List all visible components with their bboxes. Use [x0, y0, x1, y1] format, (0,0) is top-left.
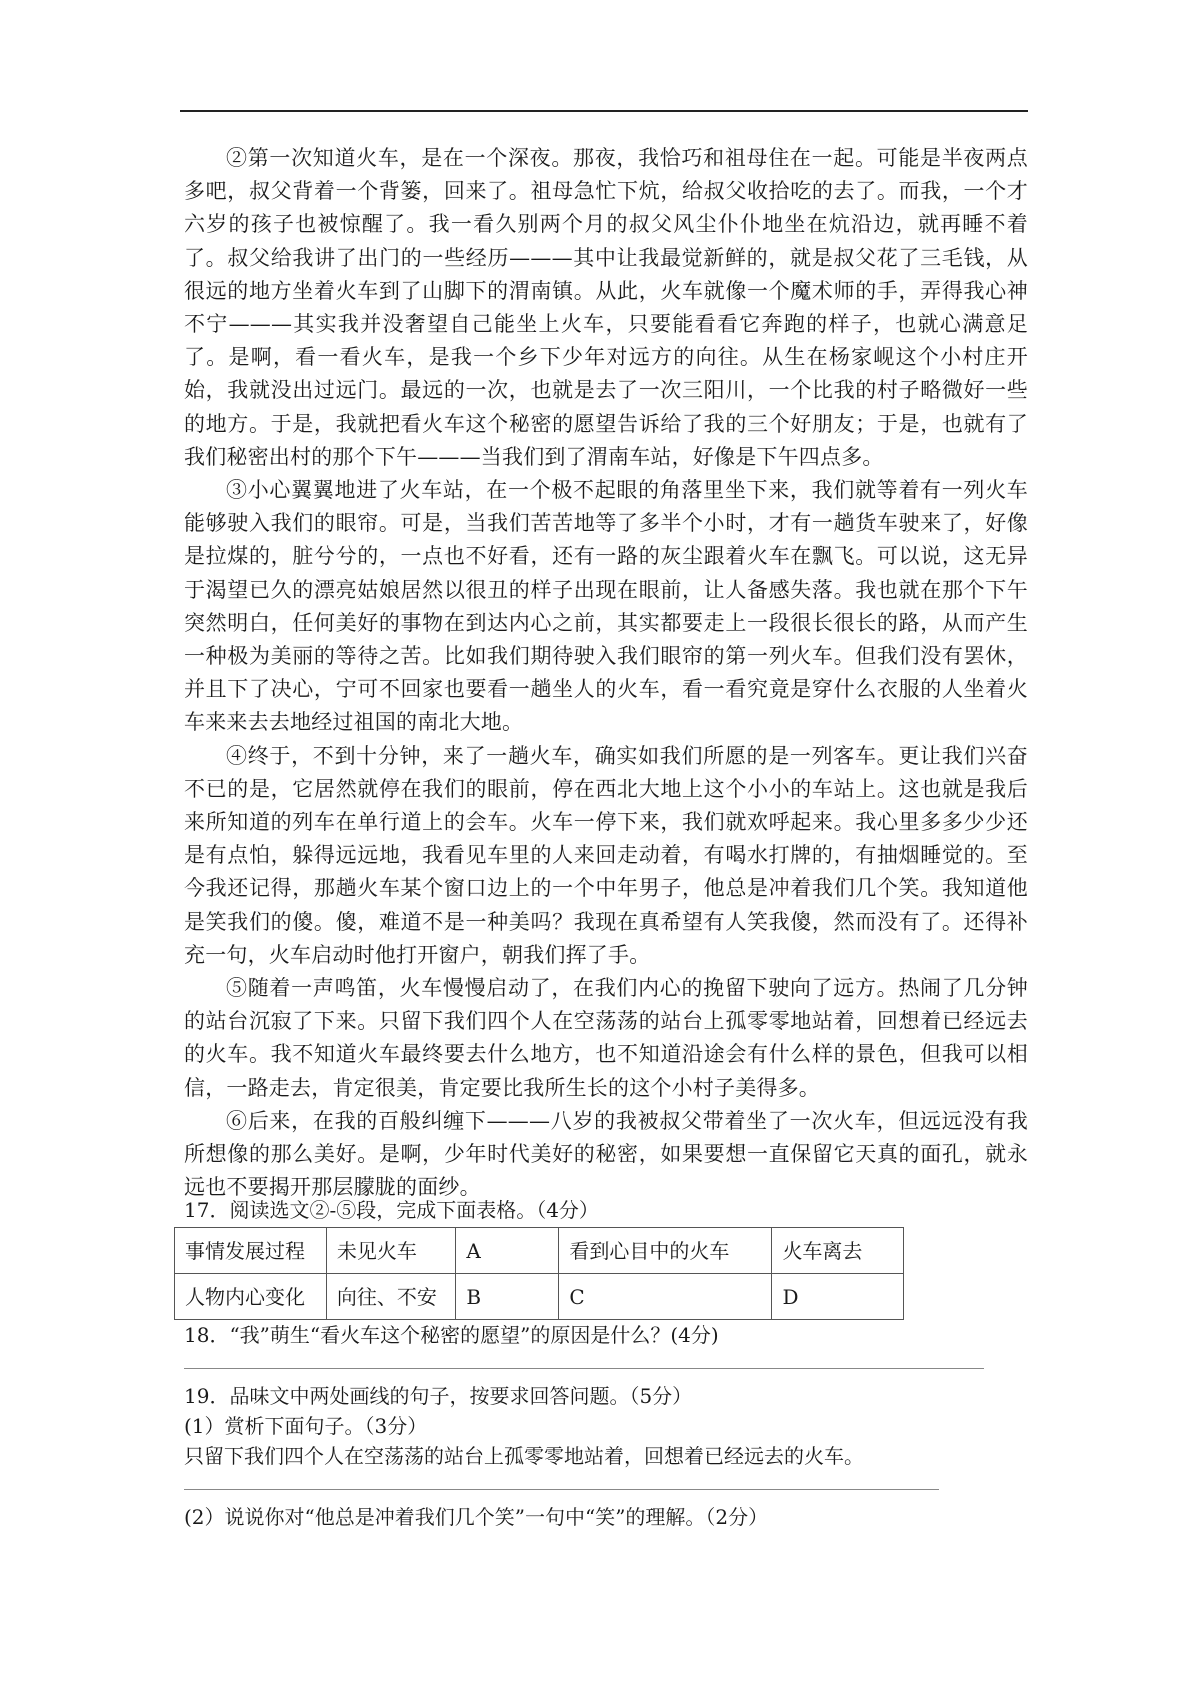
- question-19-sentence: 只留下我们四个人在空荡荡的站台上孤零零地站着，回想着已经远去的火车。: [184, 1444, 864, 1468]
- answer-cell-d[interactable]: D: [772, 1274, 904, 1320]
- paragraph-4: ④终于，不到十分钟，来了一趟火车，确实如我们所愿的是一列客车。更让我们兴奋不已的是，它居然就停在我们的眼前，停在西北大地上这个小小的车站上。这也就是我后来所知道的列车在单行道上的会车。火车一停下来，我们就欢呼起来。我心里多多少少还是有点怕，躲得远远地，我看见车里的人来回走动着，有喝水打牌的，有抽烟睡觉的。至今我还记得，那趟火车某个窗口边上的一个中年男子，他总是冲着我们几个笑。我知道他是笑我们的傻。傻，难道不是一种美吗？我现在真希望有人笑我傻，然而没有了。还得补充一句，火车启动时他打开窗户，朝我们挥了手。: [184, 743, 1028, 967]
- answer-cell-c[interactable]: C: [559, 1274, 772, 1320]
- table-cell: 事情发展过程: [175, 1228, 327, 1274]
- answer-line-19-1[interactable]: [184, 1489, 939, 1490]
- header-rule: [180, 110, 1028, 112]
- paragraph-6: ⑥后来，在我的百般纠缠下———八岁的我被叔父带着坐了一次火车，但远远没有我所想像的那么美好。是啊，少年时代美好的秘密，如果要想一直保留它天真的面孔，就永远也不要揭开那层朦胧的面纱。: [184, 1108, 1028, 1200]
- table-cell: A: [456, 1228, 559, 1274]
- answer-cell-b[interactable]: B: [456, 1274, 559, 1320]
- question-19-title: 19．品味文中两处画线的句子，按要求回答问题。（5分）: [184, 1384, 693, 1408]
- question-17-table: [174, 1227, 904, 1320]
- question-19-part1: (1）赏析下面句子。（3分）: [184, 1414, 428, 1438]
- table-cell: 向往、不安: [326, 1274, 455, 1320]
- table-cell: 火车离去: [772, 1228, 904, 1274]
- table-cell: 人物内心变化: [175, 1274, 327, 1320]
- paragraph-3: ③小心翼翼地进了火车站，在一个极不起眼的角落里坐下来，我们就等着有一列火车能够驶入我们的眼帘。可是，当我们苦苦地等了多半个小时，才有一趟货车驶来了，好像是拉煤的，脏兮兮的，一点也不好看，还有一路的灰尘跟着火车在飘飞。可以说，这无异于渴望已久的漂亮姑娘居然以很丑的样子出现在眼前，让人备感失落。我也就在那个下午突然明白，任何美好的事物在到达内心之前，其实都要走上一段很长很长的路，从而产生一种极为美丽的等待之苦。比如我们期待驶入我们眼帘的第一列火车。但我们没有罢休，并且下了决心，宁可不回家也要看一趟坐人的火车，看一看究竟是穿什么衣服的人坐着火车来来去去地经过祖国的南北大地。: [184, 478, 1028, 735]
- paragraph-2: ②第一次知道火车，是在一个深夜。那夜，我恰巧和祖母住在一起。可能是半夜两点多吧，叔父背着一个背篓，回来了。祖母急忙下炕，给叔父收拾吃的去了。而我，一个才六岁的孩子也被惊醒了。我一看久别两个月的叔父风尘仆仆地坐在炕沿边，就再睡不着了。叔父给我讲了出门的一些经历———其中让我最觉新鲜的，就是叔父花了三毛钱，从很远的地方坐着火车到了山脚下的渭南镇。从此，火车就像一个魔术师的手，弄得我心神不宁———其实我并没奢望自己能坐上火车，只要能看看它奔跑的样子，也就心满意足了。是啊，看一看火车，是我一个乡下少年对远方的向往。从生在杨家岘这个小村庄开始，我就没出过远门。最远的一次，也就是去了一次三阳川，一个比我的村子略微好一些的地方。于是，我就把看火车这个秘密的愿望告诉给了我的三个好朋友；于是，也就有了我们秘密出村的那个下午———当我们到了渭南车站，好像是下午四点多。: [184, 146, 1028, 469]
- reading-passage: [184, 142, 1028, 1205]
- question-19-part2: (2）说说你对“他总是冲着我们几个笑”一句中“笑”的理解。（2分）: [184, 1505, 769, 1529]
- table-cell: 未见火车: [326, 1228, 455, 1274]
- paragraph-5: ⑤随着一声鸣笛，火车慢慢启动了，在我们内心的挽留下驶向了远方。热闹了几分钟的站台沉寂了下来。只留下我们四个人在空荡荡的站台上孤零零地站着，回想着已经远去的火车。我不知道火车最终要去什么地方，也不知道沿途会有什么样的景色，但我可以相信，一路走去，肯定很美，肯定要比我所生长的这个小村子美得多。: [184, 976, 1028, 1100]
- question-17-title: 17．阅读选文②-⑤段，完成下面表格。（4分）: [184, 1198, 599, 1222]
- table-cell: 看到心目中的火车: [559, 1228, 772, 1274]
- answer-line-18[interactable]: [184, 1368, 984, 1369]
- questions-section: [184, 1195, 1028, 1532]
- table-row: [175, 1274, 904, 1320]
- question-18: 18．“我”萌生“看火车这个秘密的愿望”的原因是什么？(4分): [184, 1323, 719, 1347]
- table-row: [175, 1228, 904, 1274]
